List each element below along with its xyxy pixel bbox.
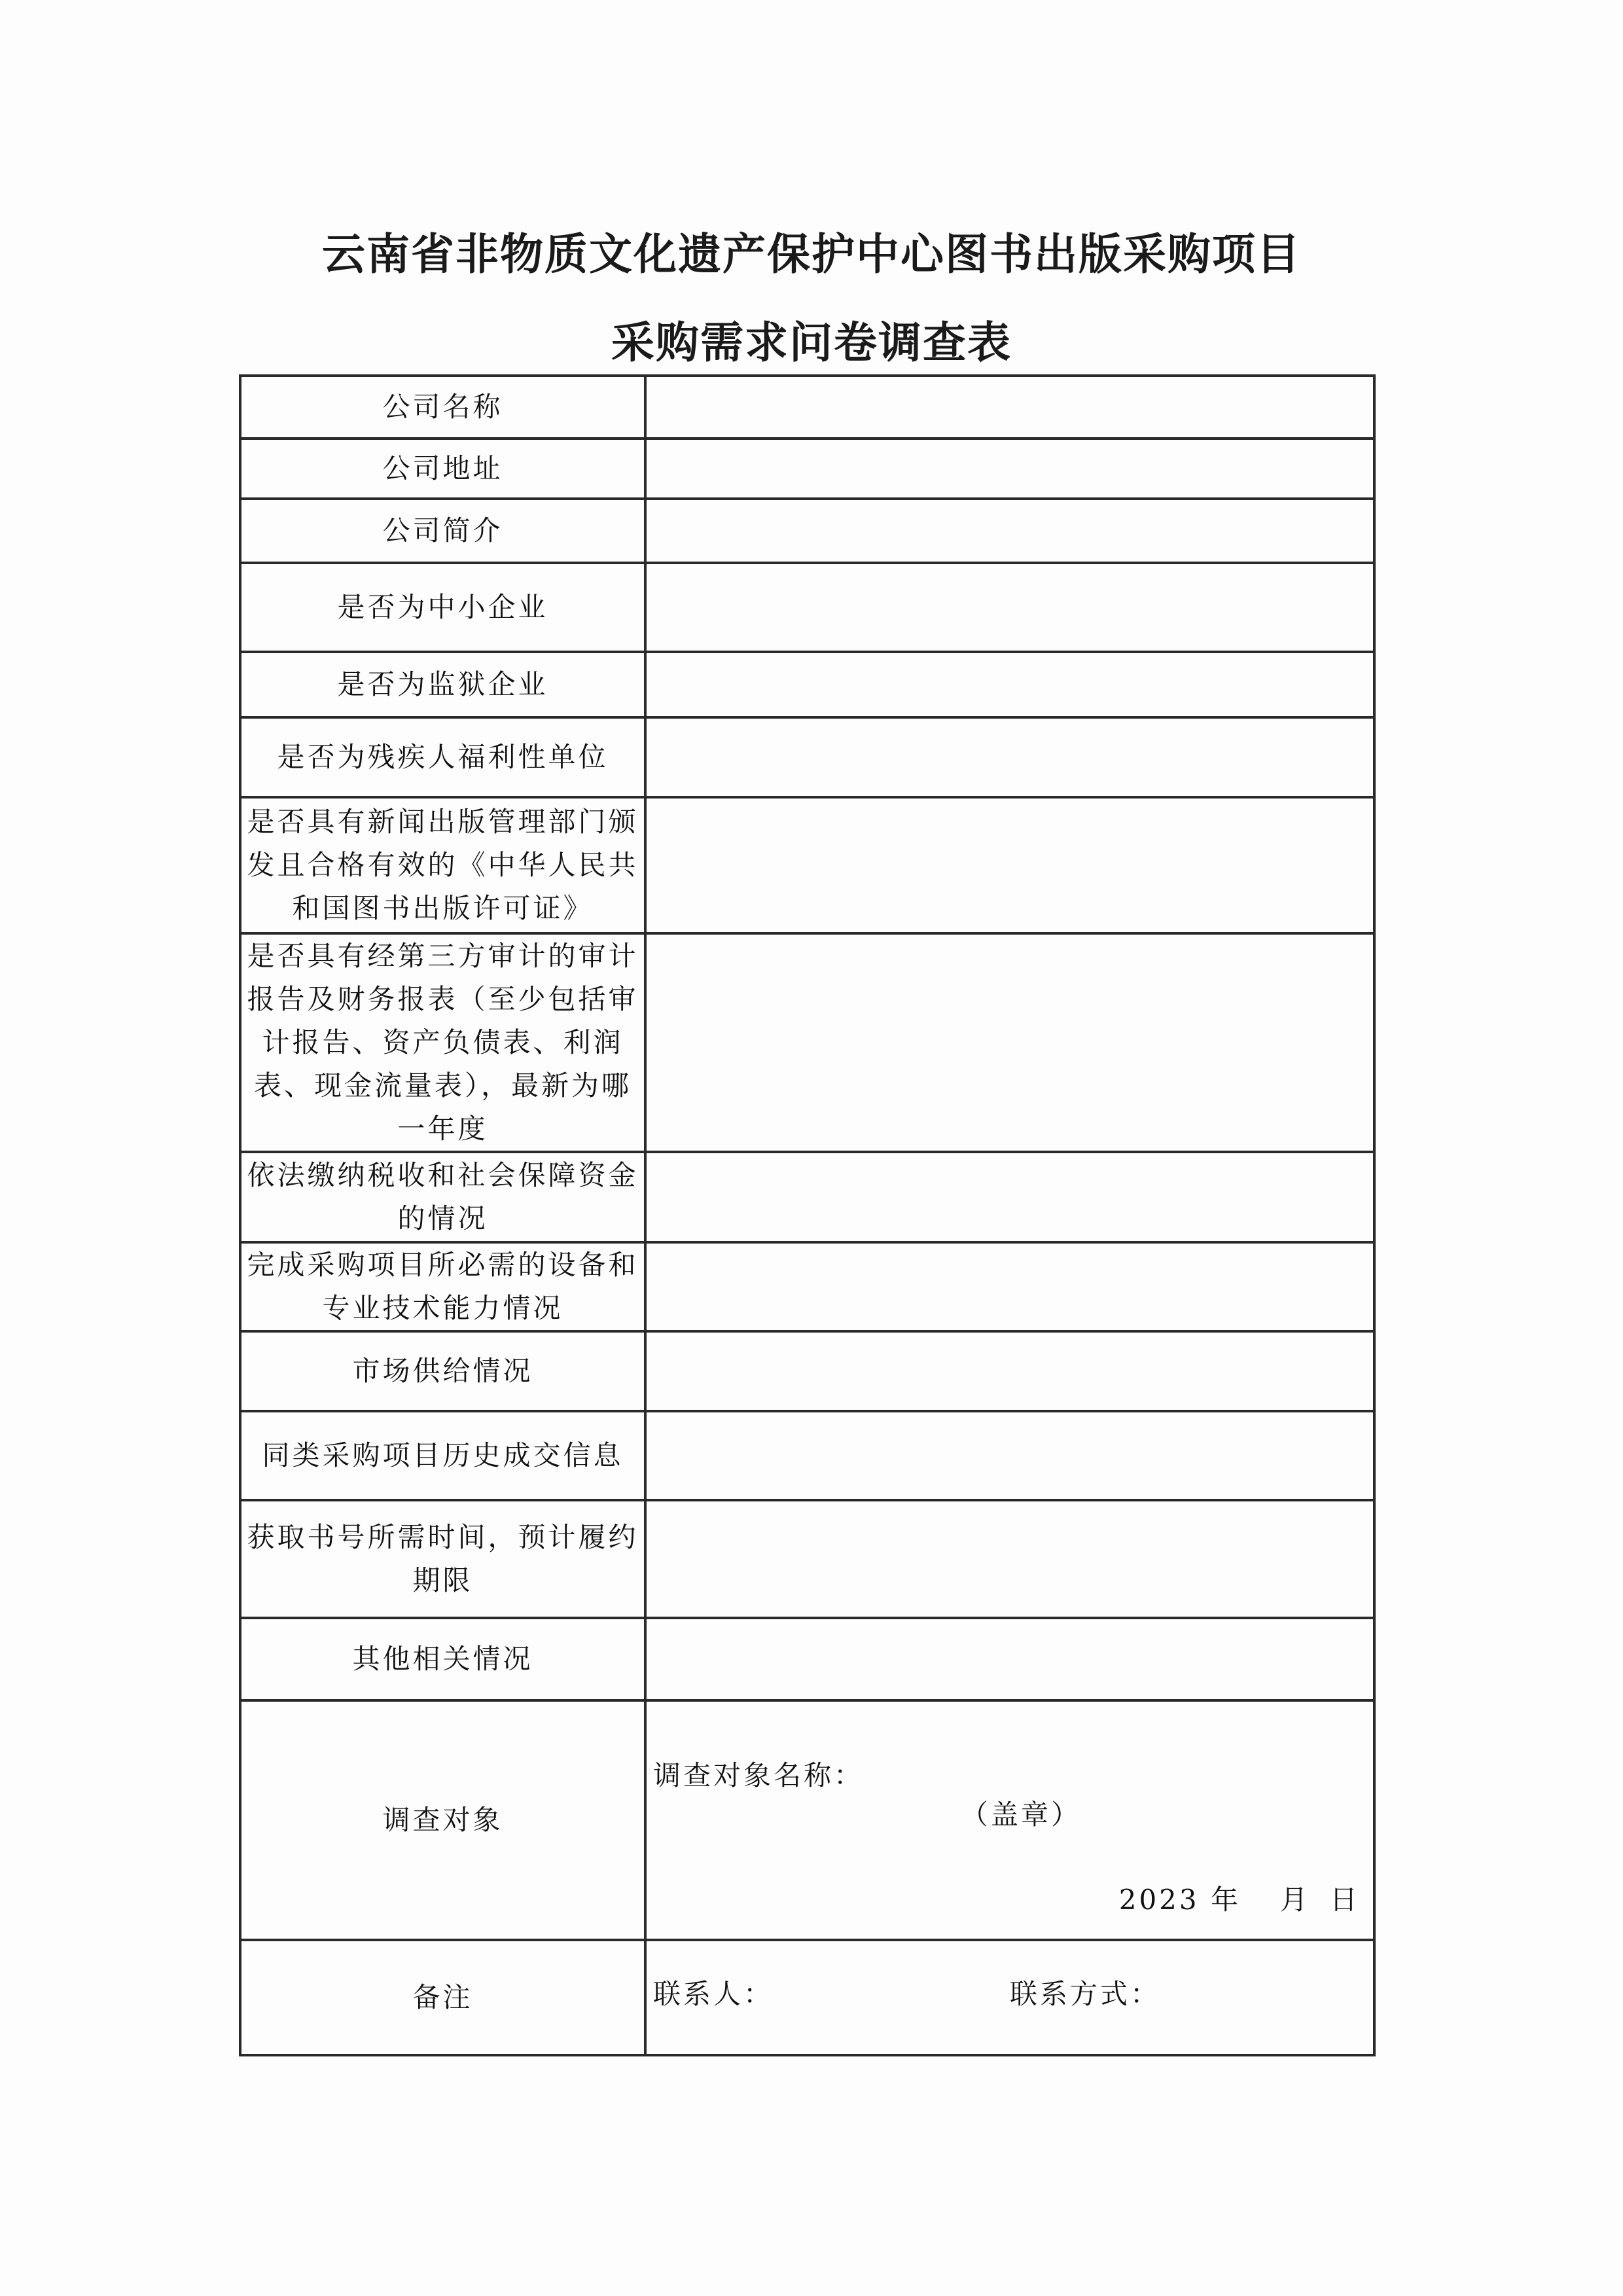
remarks-row (240, 1940, 1374, 2055)
table-row (240, 1500, 1374, 1618)
survey-cell (645, 1700, 1374, 1940)
row-value-field[interactable] (645, 563, 1374, 652)
row-value-field[interactable] (645, 1152, 1374, 1242)
row-label: 是否具有新闻出版管理部门颁发且合格有效的《中华人民共和国图书出版许可证》 (240, 797, 645, 933)
date-day: 日 (1329, 1884, 1360, 1916)
remarks-label: 备注 (240, 1940, 645, 2055)
table-row (240, 1331, 1374, 1411)
row-value-field[interactable] (645, 499, 1374, 563)
signature-date (1119, 1878, 1360, 1922)
row-label: 获取书号所需时间，预计履约期限 (240, 1500, 645, 1618)
row-label: 是否为监狱企业 (240, 652, 645, 717)
row-label: 依法缴纳税收和社会保障资金的情况 (240, 1152, 645, 1242)
date-month: 月 (1279, 1884, 1310, 1916)
row-label: 完成采购项目所必需的设备和专业技术能力情况 (240, 1242, 645, 1331)
row-value-field[interactable] (645, 439, 1374, 499)
table-row (240, 1242, 1374, 1331)
table-row (240, 499, 1374, 563)
table-row (240, 1411, 1374, 1500)
row-label: 是否为中小企业 (240, 563, 645, 652)
row-label: 公司简介 (240, 499, 645, 563)
survey-row (240, 1700, 1374, 1940)
document-title: 云南省非物质文化遗产保护中心图书出版采购项目 (322, 229, 1301, 279)
contact-person-label: 联系人： (653, 1978, 774, 2010)
questionnaire-table (239, 374, 1376, 2056)
table-row (240, 717, 1374, 797)
seal-label: （盖章） (961, 1799, 1082, 1831)
table-row (240, 652, 1374, 717)
row-value-field[interactable] (645, 652, 1374, 717)
row-label: 是否具有经第三方审计的审计报告及财务报表（至少包括审计报告、资产负债表、利润表、现金流量表），最新为哪一年度 (240, 933, 645, 1152)
row-label: 是否为残疾人福利性单位 (240, 717, 645, 797)
row-value-field[interactable] (645, 933, 1374, 1152)
row-label: 同类采购项目历史成交信息 (240, 1411, 645, 1500)
table-row (240, 439, 1374, 499)
table-row (240, 1618, 1374, 1700)
row-label: 公司地址 (240, 439, 645, 499)
table-row (240, 376, 1374, 439)
row-value-field[interactable] (645, 1242, 1374, 1331)
contact-method-label: 联系方式： (1010, 1978, 1161, 2010)
row-value-field[interactable] (645, 1618, 1374, 1700)
table-row (240, 1152, 1374, 1242)
survey-name-label: 调查对象名称： (653, 1759, 865, 1791)
survey-label: 调查对象 (240, 1700, 645, 1940)
date-year: 2023 年 (1118, 1884, 1241, 1916)
remarks-cell (645, 1940, 1374, 2055)
row-label: 市场供给情况 (240, 1331, 645, 1411)
row-value-field[interactable] (645, 1331, 1374, 1411)
row-value-field[interactable] (645, 376, 1374, 439)
table-row (240, 933, 1374, 1152)
table-row (240, 563, 1374, 652)
document-subtitle: 采购需求问卷调查表 (611, 317, 1012, 368)
table-row (240, 797, 1374, 933)
row-label: 公司名称 (240, 376, 645, 439)
row-label: 其他相关情况 (240, 1618, 645, 1700)
row-value-field[interactable] (645, 1500, 1374, 1618)
row-value-field[interactable] (645, 1411, 1374, 1500)
row-value-field[interactable] (645, 797, 1374, 933)
row-value-field[interactable] (645, 717, 1374, 797)
